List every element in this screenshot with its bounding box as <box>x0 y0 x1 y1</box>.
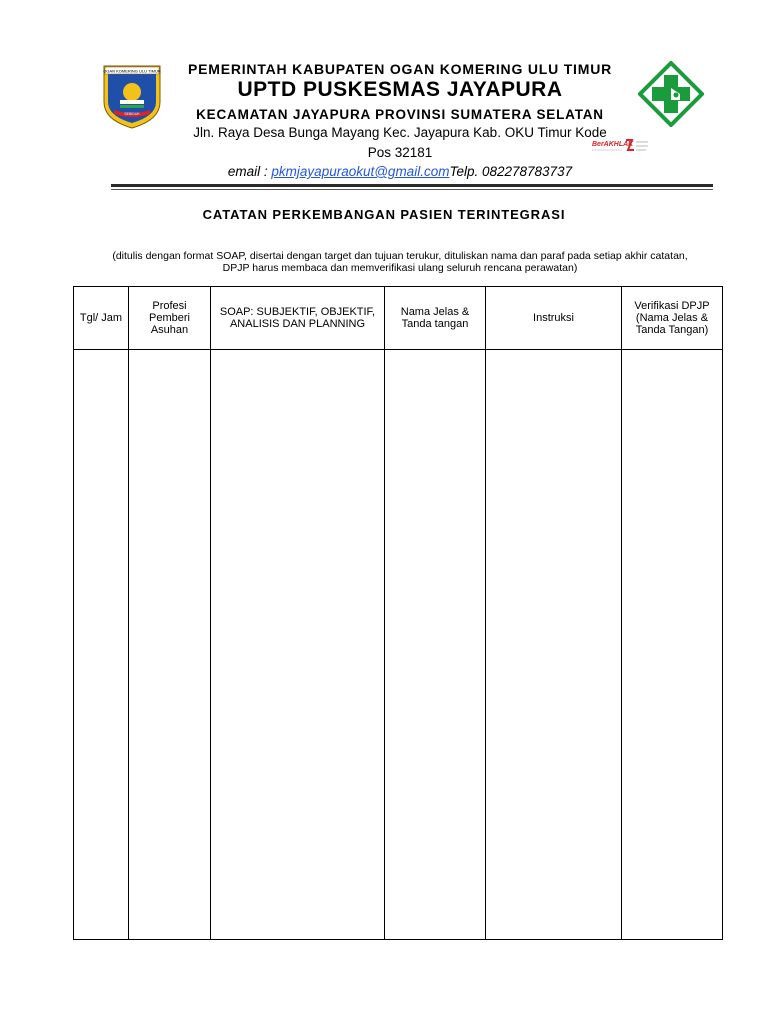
cell-instruction[interactable] <box>486 350 622 940</box>
cell-soap[interactable] <box>211 350 385 940</box>
column-header-dpjp-verification: Verifikasi DPJP (Nama Jelas & Tanda Tangan) <box>622 287 723 350</box>
column-header-soap: SOAP: SUBJEKTIF, OBJEKTIF, ANALISIS DAN PLANNING <box>211 287 385 350</box>
column-header-name-signature: Nama Jelas & Tanda tangan <box>385 287 486 350</box>
column-header-instruction: Instruksi <box>486 287 622 350</box>
header-institution: UPTD PUSKESMAS JAYAPURA <box>237 78 563 101</box>
email-label: email : <box>227 164 272 179</box>
emblem-banner-text: SEBIDUK <box>124 112 140 116</box>
emblem-text: OGAN KOMERING ULU TIMUR <box>103 68 161 74</box>
phone-number: Telp. 082278783737 <box>449 164 573 179</box>
berakhlak-logo <box>592 136 650 158</box>
header-postal: Pos 32181 <box>367 145 433 160</box>
table-row <box>74 350 723 940</box>
email-link[interactable]: pkmjayapuraokut@gmail.com <box>271 164 450 179</box>
document-title: CATATAN PERKEMBANGAN PASIEN TERINTEGRASI <box>202 207 566 222</box>
cell-profession[interactable] <box>129 350 211 940</box>
header-divider-thin <box>111 189 713 190</box>
column-header-date-time: Tgl/ Jam <box>74 287 129 350</box>
cell-dpjp-verification[interactable] <box>622 350 723 940</box>
puskesmas-logo <box>638 61 704 127</box>
column-header-profession: Profesi Pemberi Asuhan <box>129 287 211 350</box>
header-district: KECAMATAN JAYAPURA PROVINSI SUMATERA SELATAN <box>196 107 604 122</box>
instruction-note: (ditulis dengan format SOAP, disertai dengan target dan tujuan terukur, dituliskan nama dan paraf pada setiap akhir catatan, DPJP harus membaca dan memverifikasi ulang seluruh rencana perawatan) <box>112 250 688 274</box>
progress-notes-table <box>73 286 723 940</box>
regency-emblem-logo <box>100 62 164 130</box>
header-address: Jln. Raya Desa Bunga Mayang Kec. Jayapura Kab. OKU Timur Kode <box>193 125 607 140</box>
header-government: PEMERINTAH KABUPATEN OGAN KOMERING ULU TIMUR <box>187 61 613 77</box>
header-divider-thick <box>111 184 713 187</box>
header-contact <box>160 164 640 179</box>
cell-date-time[interactable] <box>74 350 129 940</box>
cell-name-signature[interactable] <box>385 350 486 940</box>
table-header-row <box>74 287 723 350</box>
svg-text:BerAKHLAK: BerAKHLAK <box>592 141 634 148</box>
